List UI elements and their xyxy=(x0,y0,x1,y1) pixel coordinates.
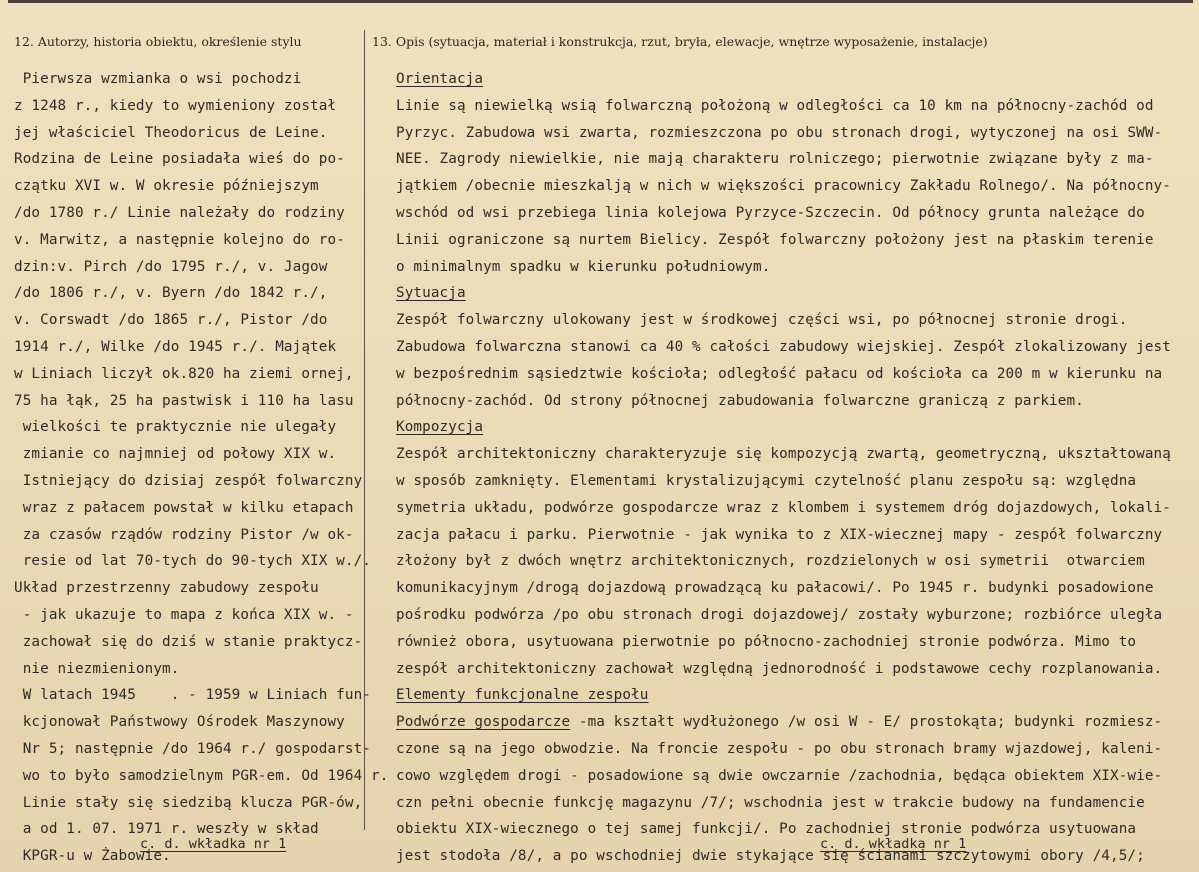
description-line: czn pełni obecnie funkcję magazynu /7/; wschodnia jest w trakcie budowy na fundamencie xyxy=(396,794,1145,811)
description-line: zacja pałacu i parku. Pierwotnie - jak wynika to z XIX-wiecznej mapy - zespół folwarczny xyxy=(396,526,1163,543)
description-line: północny-zachód. Od strony północnej zabudowania folwarczne graniczą z parkiem. xyxy=(396,392,1084,409)
history-line: zachował się do dziś w stanie praktycz- xyxy=(14,633,363,650)
history-line: Istniejący do dzisiaj zespół folwarczny xyxy=(14,472,363,489)
history-line: W latach 1945 . - 1959 w Liniach fun- xyxy=(14,687,372,704)
history-line: za czasów rządów rodziny Pistor /w ok- xyxy=(14,526,354,543)
history-line: nie niezmienionym. xyxy=(14,660,180,677)
description-line: również obora, usytuowana pierwotnie po północno-zachodniej stronie podwórza. Mimo to xyxy=(396,633,1137,650)
description-line: wschód od wsi przebiega linia kolejowa Pyrzyce-Szczecin. Od północy grunta należące do xyxy=(396,204,1145,221)
description-line: złożony był z dwóch wnętrz architektonicznych, rozdzielonych w osi symetrii otwarciem xyxy=(396,553,1145,570)
history-line: z 1248 r., kiedy to wymieniony został xyxy=(14,97,337,114)
history-line: /do 1780 r./ Linie należały do rodziny xyxy=(14,204,345,221)
history-line: czątku XVI w. W okresie późniejszym xyxy=(14,178,319,195)
history-line: wo to było samodzielnym PGR-em. Od 1964 r. xyxy=(14,767,389,784)
section-12-heading: 12. Autorzy, historia obiektu, określenie stylu xyxy=(14,34,302,49)
history-line: kcjonował Państwowy Ośrodek Maszynowy xyxy=(14,714,345,731)
description-line: o minimalnym spadku w kierunku południowym. xyxy=(396,258,771,275)
history-line: wraz z pałacem powstał w kilku etapach xyxy=(14,499,354,516)
history-line: Nr 5; następnie /do 1964 r./ gospodarst- xyxy=(14,740,372,757)
description-line: zespół architektoniczny zachował względną jednorodność i podstawowe cechy rozplanowania. xyxy=(396,660,1163,677)
history-line: zmianie co najmniej od połowy XIX w. xyxy=(14,446,337,463)
history-line: v. Marwitz, a następnie kolejno do ro- xyxy=(14,231,345,248)
description-line: Zabudowa folwarczna stanowi ca 40 % całości zabudowy wiejskiej. Zespół zlokalizowany jest xyxy=(396,338,1171,355)
description-column xyxy=(396,66,1196,870)
history-line: Układ przestrzenny zabudowy zespołu xyxy=(14,580,319,597)
description-line: jest stodoła /8/, a po wschodniej dwie stykające się ścianami szczytowymi obory /4,5/; xyxy=(396,848,1145,865)
history-line: v. Corswadt /do 1865 r./, Pistor /do xyxy=(14,312,328,329)
description-line: komunikacyjnym /drogą dojazdową prowadzącą ku pałacowi/. Po 1945 r. budynki posadowione xyxy=(396,580,1154,597)
subsection-heading: Kompozycja xyxy=(396,419,484,436)
description-line: w sposób zamknięty. Elementami krystalizującymi czytelność planu zespołu są: względna xyxy=(396,472,1137,489)
history-line: Linie stały się siedzibą klucza PGR-ów, xyxy=(14,794,363,811)
description-line: Zespół folwarczny ulokowany jest w środkowej części wsi, po północnej stronie drogi. xyxy=(396,312,1128,329)
history-line: a od 1. 07. 1971 r. weszły w skład xyxy=(14,821,319,838)
history-line: dzin:v. Pirch /do 1795 r./, v. Jagow xyxy=(14,258,328,275)
history-line: 75 ha łąk, 25 ha pastwisk i 110 ha lasu xyxy=(14,392,354,409)
subsection-heading: Sytuacja xyxy=(396,285,466,302)
history-column xyxy=(14,66,389,870)
section-13-heading: 13. Opis (sytuacja, materiał i konstrukcja, rzut, bryła, elewacje, wnętrze wyposażenie, instalacje) xyxy=(372,34,988,49)
continuation-note-right: c. d. wkładka nr 1 xyxy=(820,836,967,852)
description-line: Linii ograniczone są nurtem Bielicy. Zespół folwarczny położony jest na płaskim terenie xyxy=(396,231,1154,248)
top-border xyxy=(8,0,1193,3)
subsection-heading: Elementy funkcjonalne zespołu xyxy=(396,687,649,704)
history-line: w Liniach liczył ok.820 ha ziemi ornej, xyxy=(14,365,354,382)
history-line: wielkości te praktycznie nie ulegały xyxy=(14,419,337,436)
subsection-heading: Orientacja xyxy=(396,71,484,87)
description-line: symetria układu, podwórze gospodarcze wraz z klombem i systemem dróg dojazdowych, lokali- xyxy=(396,499,1171,516)
history-line: KPGR-u w Żabowie. xyxy=(14,848,171,865)
history-line: /do 1806 r./, v. Byern /do 1842 r./, xyxy=(14,285,328,302)
history-line: - jak ukazuje to mapa z końca XIX w. - xyxy=(14,606,354,623)
description-line: pośrodku podwórza /po obu stronach drogi dojazdowej/ zostały wyburzone; rozbiórce uległa xyxy=(396,606,1163,623)
history-line: Pierwsza wzmianka o wsi pochodzi xyxy=(14,71,302,87)
history-line: resie od lat 70-tych do 90-tych XIX w./. xyxy=(14,553,372,570)
history-line: 1914 r./, Wilke /do 1945 r./. Majątek xyxy=(14,338,337,355)
description-line: jątkiem /obecnie mieszkalją w nich w większości pracownicy Zakładu Rolnego/. Na północny- xyxy=(396,178,1171,195)
continuation-note-left: c. d. wkładka nr 1 xyxy=(140,836,287,852)
description-line: Pyrzyc. Zabudowa wsi zwarta, rozmieszczona po obu stronach drogi, wytyczonej na osi SWW- xyxy=(396,124,1163,141)
history-line: Rodzina de Leine posiadała wieś do po- xyxy=(14,151,345,168)
description-line: w bezpośrednim sąsiedztwie kościoła; odległość pałacu od kościoła ca 200 m w kierunku na xyxy=(396,365,1163,382)
description-line: Podwórze gospodarcze -ma kształt wydłużonego /w osi W - E/ prostokąta; budynki rozmiesz- xyxy=(396,714,1163,731)
description-line: obiektu XIX-wiecznego o tej samej funkcji/. Po zachodniej stronie podwórza usytuowana xyxy=(396,821,1137,838)
description-line: Zespół architektoniczny charakteryzuje się kompozycją zwartą, geometryczną, ukształtowaną xyxy=(396,446,1171,463)
description-line: cowo względem drogi - posadowione są dwie owczarnie /zachodnia, będąca obiektem XIX-wie- xyxy=(396,767,1163,784)
description-line: NEE. Zagrody niewielkie, nie mają charakteru rolniczego; pierwotnie związane były z ma- xyxy=(396,151,1154,168)
description-line: Linie są niewielką wsią folwarczną położoną w odległości ca 10 km na północny-zachód od xyxy=(396,97,1154,114)
history-line: jej właściciel Theodoricus de Leine. xyxy=(14,124,328,141)
description-line: czone są na jego obwodzie. Na froncie zespołu - po obu stronach bramy wjazdowej, kaleni- xyxy=(396,740,1163,757)
